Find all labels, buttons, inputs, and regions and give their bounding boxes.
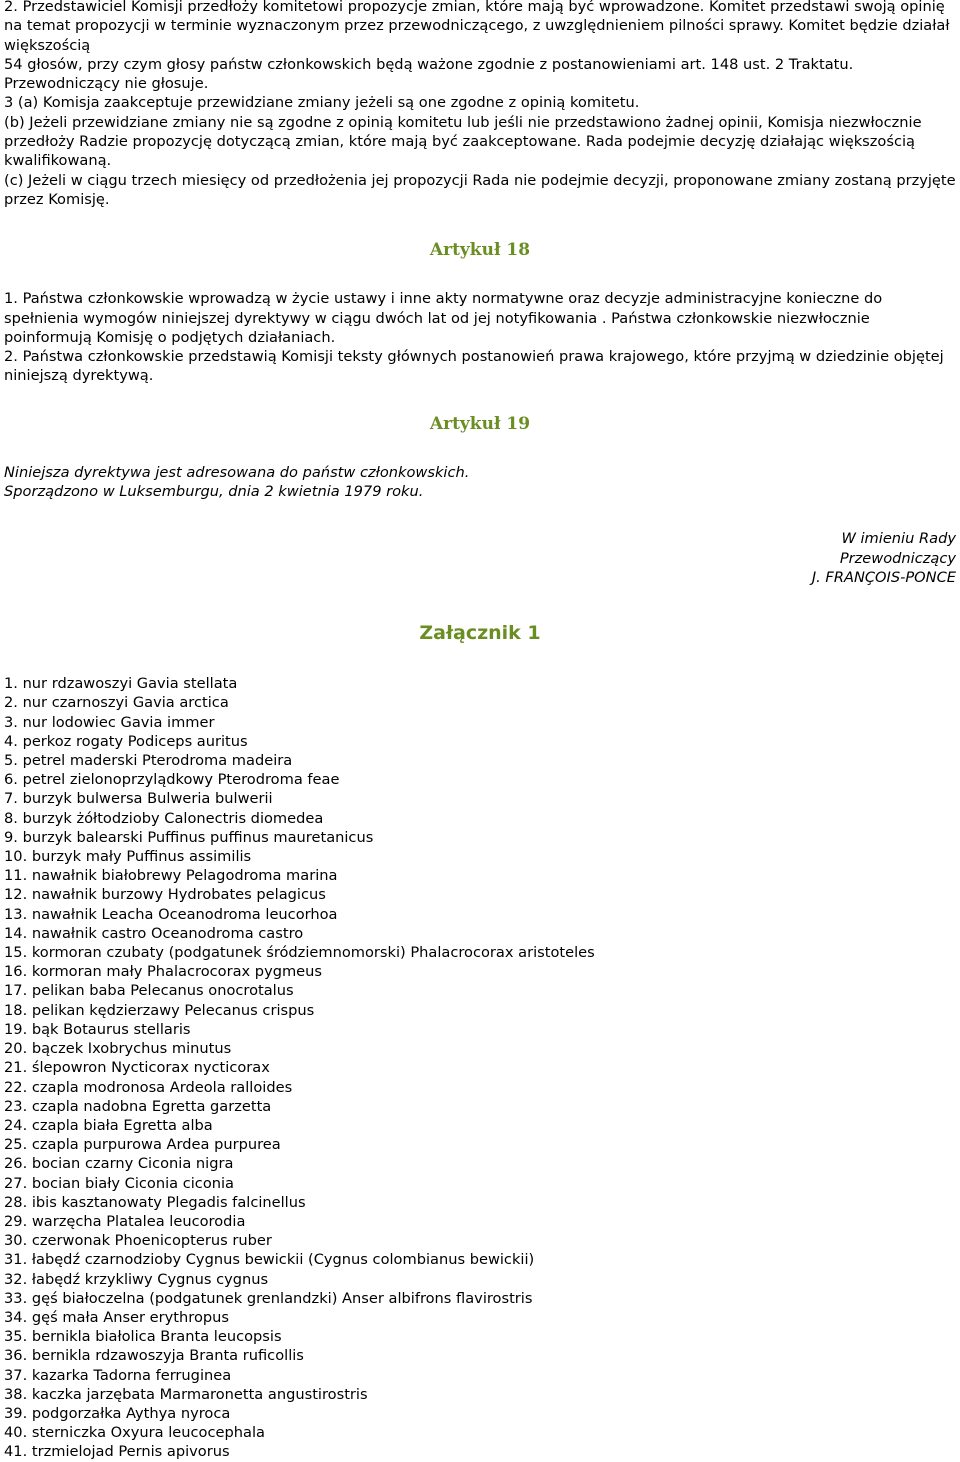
paragraph-3c: (c) Jeżeli w ciągu trzech miesięcy od przedłożenia jej propozycji Rada nie podejmie decyzji, proponowane zmiany zostaną przyjęte przez Komisję.	[4, 171, 956, 208]
list-item: 20. bączek Ixobrychus minutus	[4, 1040, 232, 1058]
list-item: 3. nur lodowiec Gavia immer	[4, 713, 215, 731]
article-18-paragraph-2: 2. Państwa członkowskie przedstawią Komisji teksty głównych postanowień prawa krajowego, które przyjmą w dziedzinie objętej niniejszą dyrektywą.	[4, 348, 944, 385]
list-item: 8. burzyk żółtodzioby Calonectris diomedea	[4, 809, 324, 827]
list-item: 5. petrel maderski Pterodroma madeira	[4, 752, 293, 770]
list-item: 23. czapla nadobna Egretta garzetta	[4, 1097, 272, 1115]
list-item: 16. kormoran mały Phalacrocorax pygmeus	[4, 963, 323, 981]
list-item: 40. sterniczka Oxyura leucocephala	[4, 1424, 265, 1442]
list-item: 27. bocian biały Ciconia ciconia	[4, 1174, 234, 1192]
list-item: 17. pelikan baba Pelecanus onocrotalus	[4, 982, 294, 1000]
list-item: 33. gęś białoczelna (podgatunek grenlandzki) Anser albifrons flavirostris	[4, 1289, 533, 1307]
list-item: 25. czapla purpurowa Ardea purpurea	[4, 1136, 281, 1154]
list-item: 13. nawałnik Leacha Oceanodroma leucorhoa	[4, 905, 338, 923]
paragraph-weighted-votes: 54 głosów, przy czym głosy państw członkowskich będą ważone zgodnie z postanowieniami art. 148 ust. 2 Traktatu. Przewodniczący nie głosuje.	[4, 55, 854, 93]
list-item: 10. burzyk mały Puffinus assimilis	[4, 848, 252, 866]
list-item: 21. ślepowron Nycticorax nycticorax	[4, 1059, 270, 1077]
list-item: 12. nawałnik burzowy Hydrobates pelagicus	[4, 886, 326, 904]
list-item: 11. nawałnik białobrewy Pelagodroma marina	[4, 867, 338, 885]
list-item: 26. bocian czarny Ciconia nigra	[4, 1155, 234, 1173]
signature-role: Przewodniczący	[839, 549, 956, 567]
paragraph-committee-proposal: 2. Przedstawiciel Komisji przedłoży komitetowi propozycje zmian, które mają być wprowadzone. Komitet przedstawi swoją opinię na temat propozycji w terminie wyznaczonym przez przewodniczącego, z uwzględnieniem pilności sprawy. Komitet będzie działał większością	[4, 0, 950, 54]
list-item: 37. kazarka Tadorna ferruginea	[4, 1366, 232, 1384]
annex-1-heading: Załącznik 1	[419, 622, 541, 645]
committee-procedure-section	[4, 0, 956, 209]
list-item: 18. pelikan kędzierzawy Pelecanus crispus	[4, 1001, 315, 1019]
list-item: 31. łabędź czarnodzioby Cygnus bewickii (Cygnus colombianus bewickii)	[4, 1251, 535, 1269]
list-item: 28. ibis kasztanowaty Plegadis falcinellus	[4, 1193, 306, 1211]
list-item: 2. nur czarnoszyi Gavia arctica	[4, 694, 229, 712]
article-18-heading: Artykuł 18	[429, 240, 531, 261]
list-item: 34. gęś mała Anser erythropus	[4, 1308, 229, 1326]
article-19-body	[4, 463, 956, 502]
list-item: 39. podgorzałka Aythya nyroca	[4, 1404, 231, 1422]
list-item: 15. kormoran czubaty (podgatunek śródziemnomorski) Phalacrocorax aristoteles	[4, 944, 595, 962]
list-item: 41. trzmielojad Pernis apivorus	[4, 1443, 230, 1461]
list-item: 14. nawałnik castro Oceanodroma castro	[4, 924, 304, 942]
list-item: 24. czapla biała Egretta alba	[4, 1116, 213, 1134]
article-19-done-at: Sporządzono w Luksemburgu, dnia 2 kwietnia 1979 roku.	[4, 483, 424, 501]
article-19-addressees: Niniejsza dyrektywa jest adresowana do państw członkowskich.	[4, 463, 470, 481]
list-item: 19. bąk Botaurus stellaris	[4, 1020, 191, 1038]
list-item: 32. łabędź krzykliwy Cygnus cygnus	[4, 1270, 269, 1288]
list-item: 1. nur rdzawoszyi Gavia stellata	[4, 675, 238, 693]
list-item: 6. petrel zielonoprzylądkowy Pterodroma feae	[4, 771, 340, 789]
list-item: 30. czerwonak Phoenicopterus ruber	[4, 1232, 272, 1250]
paragraph-3a: 3 (a) Komisja zaakceptuje przewidziane zmiany jeżeli są one zgodne z opinią komitetu.	[4, 94, 640, 112]
annex-species-list	[4, 674, 956, 1461]
paragraph-3b: (b) Jeżeli przewidziane zmiany nie są zgodne z opinią komitetu lub jeśli nie przedstawiono żadnej opinii, Komisja niezwłocznie przedłoży Radzie propozycję dotyczącą zmian, które mają być zaakceptowane. Rada podejmie decyzję działając większością kwalifikowaną.	[4, 113, 922, 170]
article-18-body	[4, 289, 956, 385]
article-18-paragraph-1: 1. Państwa członkowskie wprowadzą w życie ustawy i inne akty normatywne oraz decyzje administracyjne konieczne do spełnienia wymogów niniejszej dyrektywy w ciągu dwóch lat od jej notyfikowania . Państwa członkowskie niezwłocznie poinformują Komisję o podjętych działaniach.	[4, 290, 883, 346]
list-item: 35. bernikla białolica Branta leucopsis	[4, 1328, 282, 1346]
article-19-heading: Artykuł 19	[429, 413, 531, 434]
list-item: 7. burzyk bulwersa Bulweria bulwerii	[4, 790, 273, 808]
list-item: 4. perkoz rogaty Podiceps auritus	[4, 732, 248, 750]
list-item: 29. warzęcha Platalea leucorodia	[4, 1212, 246, 1230]
list-item: 36. bernikla rdzawoszyja Branta ruficollis	[4, 1347, 304, 1365]
signature-block	[4, 529, 956, 587]
signature-name: J. FRANÇOIS-PONCE	[811, 568, 956, 586]
list-item: 9. burzyk balearski Puffinus puffinus mauretanicus	[4, 828, 374, 846]
signature-on-behalf: W imieniu Rady	[841, 530, 956, 548]
list-item: 38. kaczka jarzębata Marmaronetta angustirostris	[4, 1385, 368, 1403]
list-item: 22. czapla modronosa Ardeola ralloides	[4, 1078, 293, 1096]
